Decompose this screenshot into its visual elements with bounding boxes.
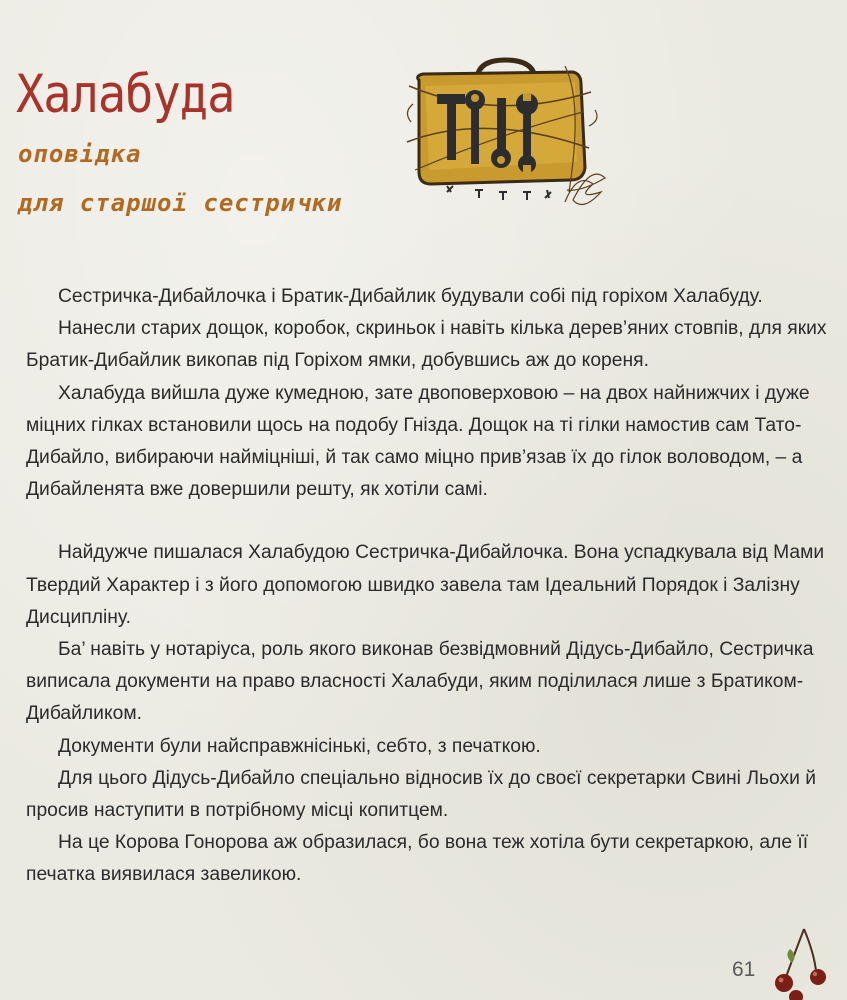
page-number: 61: [732, 958, 756, 981]
story-text: [26, 281, 838, 892]
paragraph: Халабуда вийшла дуже кумедною, зате двоповерховою – на двох найнижчих і дуже міцних гілках встановили щось на подобу Гнізда. Дощок на ті гілки намостив сам Тато-Дибайло, вибираючи найміцніші, й так само міцно прив’язав їх до гілок воловодом, – а Дибайленята вже довершили решту, як хотіли самі.: [26, 382, 810, 501]
toolbox-icon: [405, 52, 615, 217]
paragraph: На це Корова Гоноровa аж образилася, бо вона теж хотіла бути секретаркою, але її печатка виявилася завеликою.: [26, 832, 809, 886]
story-subtitle-line2: для старшої сестрички: [18, 189, 343, 217]
paragraph: Нанесли старих дощок, коробок, скриньок і навіть кілька дерев’яних стовпів, для яких Братик-Дибайлик викопав під Горіхом ямки, добувшись аж до кореня.: [26, 318, 827, 372]
paragraph: Ба’ навіть у нотаріуса, роль якого виконав безвідмовний Дідусь-Дибайло, Сестричка виписала документи на право власності Халабуди, яким поділилася лише з Братиком-Дибайликом.: [26, 639, 814, 725]
story-title: Халабуда: [16, 64, 235, 126]
paragraph: Найдужче пишалася Халабудою Сестричка-Дибайлочка. Вона успадкувала від Мами Твердий Характер і з його допомогою швидко завела там Ідеальний Порядок і Залізну Дисципліну.: [26, 542, 825, 628]
paragraph: Сестричка-Дибайлочка і Братик-Дибайлик будували собі під горіхом Халабуду.: [58, 286, 763, 307]
paragraph: Для цього Дідусь-Дибайло спеціально відносив їх до своєї секретарки Свині Льохи й просив наступити в потрібному місці копитцем.: [26, 767, 817, 822]
story-subtitle-line1: оповідка: [18, 140, 142, 168]
cherry-icon: [764, 925, 834, 1000]
paragraph: Документи були найсправжнісінькі, себто, з печаткою.: [58, 735, 541, 757]
